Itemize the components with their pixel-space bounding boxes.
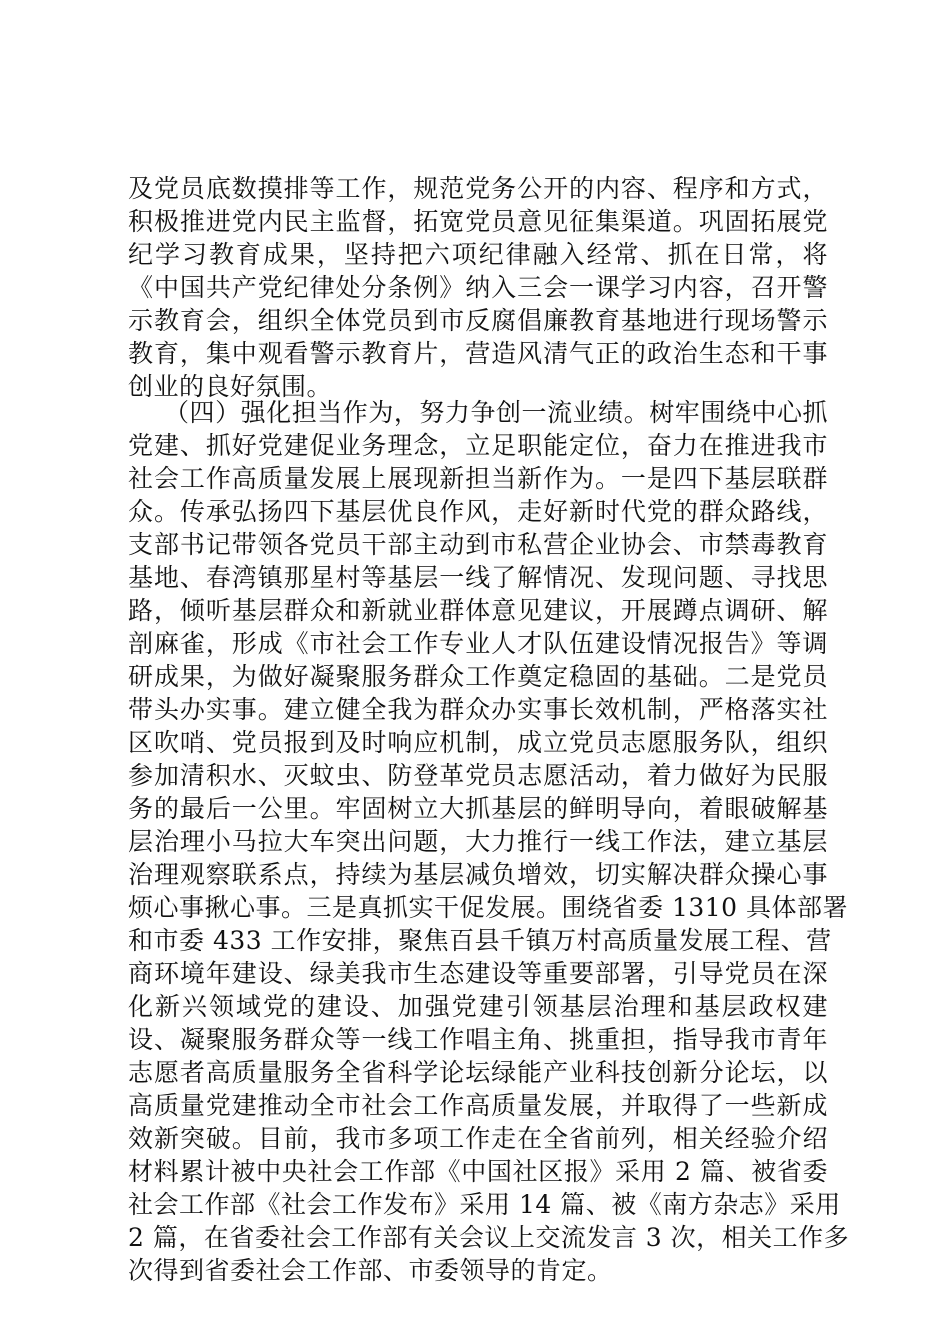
text-line: 务的最后一公里。牢固树立大抓基层的鲜明导向，着眼破解基	[128, 794, 828, 823]
text-line: 《中国共产党纪律处分条例》纳入三会一课学习内容，召开警	[128, 273, 828, 302]
text-line: 区吹哨、党员报到及时响应机制，成立党员志愿服务队，组织	[128, 728, 828, 757]
paragraph-2	[128, 396, 850, 1287]
text-line: 材料累计被中央社会工作部《中国社区报》采用 2 篇、被省委	[128, 1157, 828, 1186]
text-line: 教育，集中观看警示教育片，营造风清气正的政治生态和干事	[128, 339, 828, 368]
text-line: 创业的良好氛围。	[128, 372, 333, 401]
text-line: 及党员底数摸排等工作，规范党务公开的内容、程序和方式，	[128, 174, 828, 203]
text-line: 治理观察联系点，持续为基层减负增效，切实解决群众操心事	[128, 860, 828, 889]
text-line: 次得到省委社会工作部、市委领导的肯定。	[128, 1256, 613, 1285]
text-line: 志愿者高质量服务全省科学论坛绿能产业科技创新分论坛，以	[128, 1058, 828, 1087]
text-line: 剖麻雀，形成《市社会工作专业人才队伍建设情况报告》等调	[128, 629, 828, 658]
text-line: 效新突破。目前，我市多项工作走在全省前列，相关经验介绍	[128, 1124, 828, 1153]
text-line: 研成果，为做好凝聚服务群众工作奠定稳固的基础。二是党员	[128, 662, 828, 691]
text-line: 基地、春湾镇那星村等基层一线了解情况、发现问题、寻找思	[128, 563, 828, 592]
text-line: 带头办实事。建立健全我为群众办实事长效机制，严格落实社	[128, 695, 828, 724]
paragraph-1	[128, 172, 828, 403]
text-line: 众。传承弘扬四下基层优良作风，走好新时代党的群众路线，	[128, 497, 828, 526]
text-line: 高质量党建推动全市社会工作高质量发展，并取得了一些新成	[128, 1091, 828, 1120]
text-line: 纪学习教育成果，坚持把六项纪律融入经常、抓在日常，将	[128, 240, 828, 269]
text-line: 化新兴领域党的建设、加强党建引领基层治理和基层政权建	[128, 992, 828, 1021]
text-line: 积极推进党内民主监督，拓宽党员意见征集渠道。巩固拓展党	[128, 207, 828, 236]
text-line: 参加清积水、灭蚊虫、防登革党员志愿活动，着力做好为民服	[128, 761, 828, 790]
text-line: 层治理小马拉大车突出问题，大力推行一线工作法，建立基层	[128, 827, 828, 856]
text-line: 党建、抓好党建促业务理念，立足职能定位，奋力在推进我市	[128, 431, 828, 460]
text-line: 社会工作高质量发展上展现新担当新作为。一是四下基层联群	[128, 464, 828, 493]
text-line: 支部书记带领各党员干部主动到市私营企业协会、市禁毒教育	[128, 530, 828, 559]
text-line: 社会工作部《社会工作发布》采用 14 篇、被《南方杂志》采用	[128, 1190, 841, 1219]
text-line: 烦心事揪心事。三是真抓实干促发展。围绕省委 1310 具体部署	[128, 893, 849, 922]
text-line: 2 篇，在省委社会工作部有关会议上交流发言 3 次，相关工作多	[128, 1223, 850, 1252]
text-line: 路，倾听基层群众和新就业群体意见建议，开展蹲点调研、解	[128, 596, 828, 625]
text-line: （四）强化担当作为，努力争创一流业绩。树牢围绕中心抓	[164, 398, 828, 427]
text-line: 示教育会，组织全体党员到市反腐倡廉教育基地进行现场警示	[128, 306, 828, 335]
text-line: 和市委 433 工作安排，聚焦百县千镇万村高质量发展工程、营	[128, 926, 832, 955]
text-line: 商环境年建设、绿美我市生态建设等重要部署，引导党员在深	[128, 959, 828, 988]
text-line: 设、凝聚服务群众等一线工作唱主角、挑重担，指导我市青年	[128, 1025, 828, 1054]
